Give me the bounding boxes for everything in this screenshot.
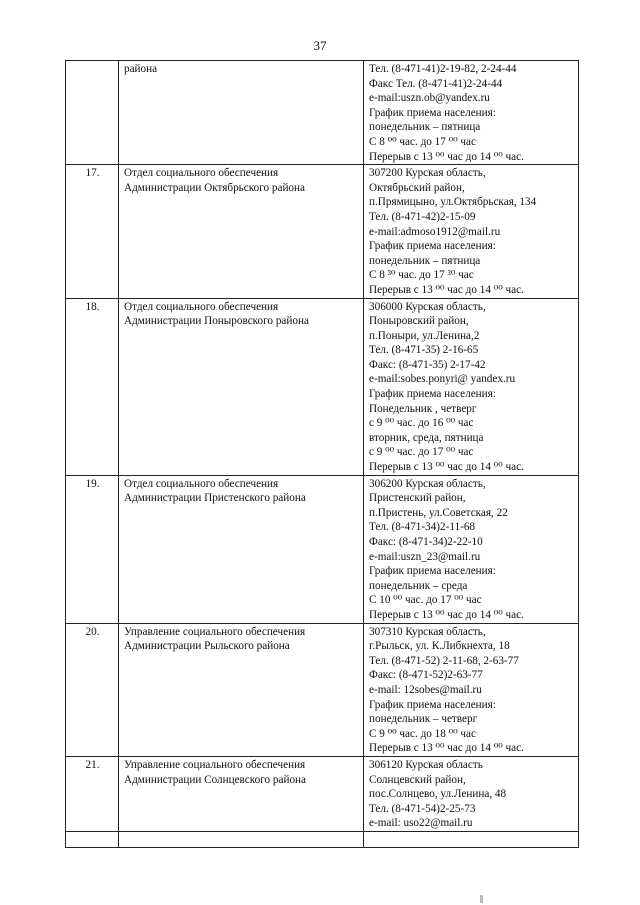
contact-info-line: График приема населения:: [369, 698, 496, 711]
contact-info-line: Перерыв с 13 ⁰⁰ час до 14 ⁰⁰ час.: [369, 742, 524, 755]
agency-name-cell: [119, 298, 364, 475]
contact-info-line: понедельник – пятница: [369, 254, 481, 267]
row-number: 17.: [85, 167, 100, 180]
contact-info-cell: [364, 756, 579, 831]
row-number-cell: [66, 298, 119, 475]
empty-cell: [364, 831, 579, 847]
agency-name-line: Администрации Октябрьского района: [124, 181, 305, 194]
contact-info-line: пос.Солнцево, ул.Ленина, 48: [369, 788, 507, 801]
contact-info-line: Перерыв с 13 ⁰⁰ час до 14 ⁰⁰ час.: [369, 283, 524, 296]
agency-name-line: Администрации Солнцевского района: [124, 773, 306, 786]
table-continuation-row: [66, 831, 579, 847]
agency-name-cell: [119, 61, 364, 165]
contact-info-line: Факс: (8-471-34)2-22-10: [369, 536, 483, 548]
agency-name-cell: [119, 756, 364, 831]
contact-info-line: Тел. (8-471-34)2-11-68: [369, 521, 476, 534]
contact-info-line: понедельник – пятница: [369, 121, 481, 134]
contact-info-line: Пристенский район,: [369, 492, 466, 505]
contact-info-line: e-mail: uso22@mail.ru: [369, 817, 473, 830]
contact-info-line: Тел. (8-471-41)2-19-82, 2-24-44: [369, 63, 517, 75]
row-number-cell: [66, 475, 119, 623]
contact-info-line: г.Рыльск, ул. К.Либкнехта, 18: [369, 640, 510, 653]
row-number-cell: [66, 61, 119, 165]
row-number-cell: [66, 623, 119, 756]
contact-info-line: Поныровский район,: [369, 315, 469, 328]
contact-info-line: п.Поныри, ул.Ленина,2: [369, 329, 480, 342]
contact-info-line: Перерыв с 13 ⁰⁰ час до 14 ⁰⁰ час.: [369, 150, 524, 163]
contact-info-line: с 9 ⁰⁰ час. до 16 ⁰⁰ час: [369, 417, 474, 430]
row-number: 18.: [85, 300, 100, 313]
contact-info-line: Тел. (8-471-35) 2-16-65: [369, 344, 479, 357]
agency-name-line: Управление социального обеспечения: [124, 625, 306, 638]
contact-info-line: Факс: (8-471-35) 2-17-42: [369, 358, 486, 371]
table-row: [66, 165, 579, 298]
table-row: [66, 298, 579, 475]
contact-info-line: 307200 Курская область,: [369, 167, 486, 180]
contact-info-line: Факс: (8-471-52)2-63-77: [369, 669, 483, 682]
contact-info-line: График приема населения:: [369, 388, 496, 401]
table-row: [66, 756, 579, 831]
agency-name-cell: [119, 475, 364, 623]
contact-info-line: Перерыв с 13 ⁰⁰ час до 14 ⁰⁰ час.: [369, 461, 524, 474]
contact-info-line: С 8 ³⁰ час. до 17 ³⁰ час: [369, 269, 474, 282]
contact-info-line: График приема населения:: [369, 240, 496, 253]
contact-info-line: Понедельник , четверг: [369, 402, 477, 415]
contact-info-line: 306200 Курская область,: [369, 477, 486, 490]
agency-name-cell: [119, 165, 364, 298]
contact-info-line: Тел. (8-471-52) 2-11-68, 2-63-77: [369, 654, 519, 667]
contact-info-line: С 8 ⁰⁰ час. до 17 ⁰⁰ час: [369, 135, 476, 148]
contact-info-line: 306000 Курская область,: [369, 300, 486, 313]
row-number: 21.: [85, 758, 100, 771]
contact-info-line: с 9 ⁰⁰ час. до 17 ⁰⁰ час: [369, 446, 474, 459]
contact-info-line: График приема населения:: [369, 565, 496, 578]
agency-name-line: Управление социального обеспечения: [124, 758, 306, 771]
contact-info-line: Тел. (8-471-54)2-25-73: [369, 802, 476, 815]
contact-info-line: Перерыв с 13 ⁰⁰ час до 14 ⁰⁰ час.: [369, 608, 524, 621]
contact-info-line: Солнцевский район,: [369, 773, 466, 786]
contact-info-cell: [364, 475, 579, 623]
empty-cell: [66, 831, 119, 847]
page-number: 37: [313, 38, 327, 53]
contact-info-line: 306120 Курская область: [369, 758, 483, 771]
agency-name-line: Администрации Пристенского района: [124, 492, 306, 505]
contact-info-cell: [364, 298, 579, 475]
agency-name-line: Администрации Рыльского района: [124, 640, 290, 653]
contact-info-line: Факс Тел. (8-471-41)2-24-44: [369, 77, 503, 90]
row-number: 20.: [85, 625, 100, 638]
agency-name-line: Отдел социального обеспечения: [124, 167, 279, 180]
agency-name-line: района: [124, 63, 158, 75]
contact-info-line: С 10 ⁰⁰ час. до 17 ⁰⁰ час: [369, 594, 482, 607]
contact-info-line: e-mail: 12sobes@mail.ru: [369, 683, 482, 696]
contact-info-line: понедельник – четверг: [369, 713, 478, 726]
contact-info-cell: [364, 623, 579, 756]
empty-cell: [119, 831, 364, 847]
contact-info-line: Октябрьский район,: [369, 181, 465, 194]
agency-name-cell: [119, 623, 364, 756]
contact-info-line: п.Пристень, ул.Советская, 22: [369, 506, 508, 519]
table-row: [66, 623, 579, 756]
table-row: [66, 475, 579, 623]
contact-info-cell: [364, 165, 579, 298]
contact-info-line: С 9 ⁰⁰ час. до 18 ⁰⁰ час: [369, 727, 476, 740]
row-number-cell: [66, 756, 119, 831]
agency-name-line: Отдел социального обеспечения: [124, 477, 279, 490]
scan-artifact: [480, 895, 483, 903]
contact-info-line: Тел. (8-471-42)2-15-09: [369, 210, 476, 223]
contact-info-line: вторник, среда, пятница: [369, 431, 484, 444]
row-number-cell: [66, 165, 119, 298]
contact-info-line: e-mail:uszn.ob@yandex.ru: [369, 92, 490, 105]
contact-info-line: 307310 Курская область,: [369, 625, 486, 638]
agency-name-line: Отдел социального обеспечения: [124, 300, 279, 313]
contact-info-line: п.Прямицыно, ул.Октябрьская, 134: [369, 196, 537, 209]
row-number: 19.: [85, 477, 100, 490]
agency-name-line: Администрации Поныровского района: [124, 315, 309, 328]
contact-info-line: e-mail:sobes.ponyri@ yandex.ru: [369, 373, 516, 386]
table-row: [66, 61, 579, 165]
contact-info-line: e-mail:admoso1912@mail.ru: [369, 225, 501, 238]
contact-info-line: понедельник – среда: [369, 579, 468, 592]
contact-info-line: График приема населения:: [369, 106, 496, 119]
agency-contacts-table: [65, 60, 579, 848]
table-body: [66, 61, 579, 848]
contact-info-line: e-mail:uszn_23@mail.ru: [369, 550, 481, 563]
contact-info-cell: [364, 61, 579, 165]
